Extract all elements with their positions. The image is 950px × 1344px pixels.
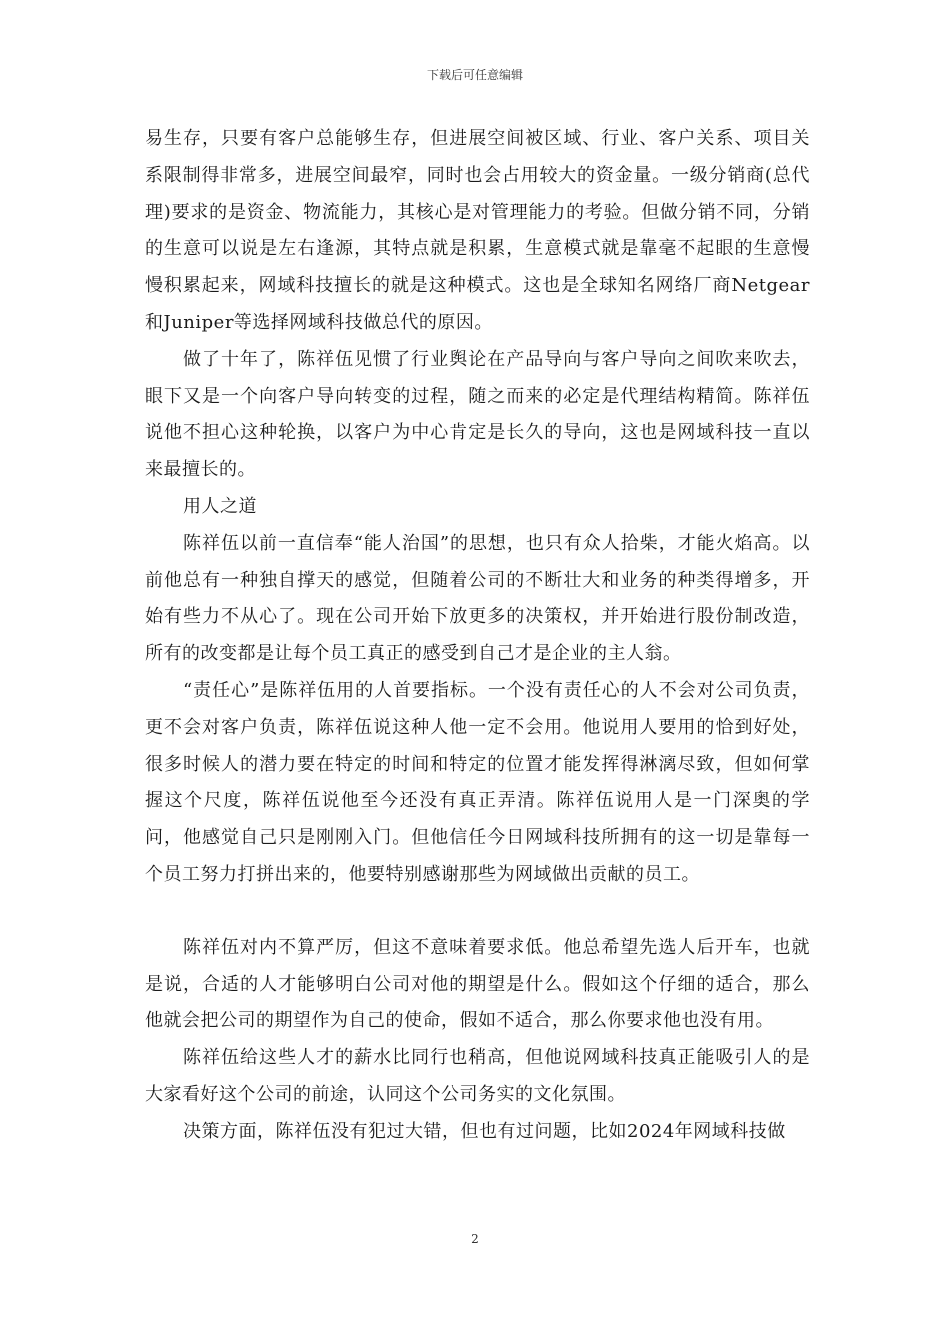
paragraph-4: “责任心”是陈祥伍用的人首要指标。一个没有责任心的人不会对公司负责，更不会对客户负责，陈祥伍说这种人他一定不会用。他说用人要用的恰到好处，很多时候人的潜力要在特定的时间和特定的位置才能发挥得淋漓尽致，但如何掌握这个尺度，陈祥伍说他至今还没有真正弄清。陈祥伍说用人是一门深奥的学问，他感觉自己只是刚刚入门。但他信任今日网域科技所拥有的这一切是靠每一个员工努力打拼出来的，他要特别感谢那些为网域做出贡献的员工。 <box>145 679 810 885</box>
paragraph-7: 决策方面，陈祥伍没有犯过大错，但也有过问题，比如2024年网域科技做 <box>183 1120 786 1142</box>
paragraph-2: 做了十年了，陈祥伍见惯了行业舆论在产品导向与客户导向之间吹来吹去，眼下又是一个向客户导向转变的过程，随之而来的必定是代理结构精简。陈祥伍说他不担心这种轮换，以客户为中心肯定是长久的导向，这也是网域科技一直以来最擅长的。 <box>145 348 810 481</box>
paragraph-1: 易生存，只要有客户总能够生存，但进展空间被区域、行业、客户关系、项目关系限制得非常多，进展空间最窄，同时也会占用较大的资金量。一级分销商(总代理)要求的是资金、物流能力，其核心是对管理能力的考验。但做分销不同，分销的生意可以说是左右逢源，其特点就是积累，生意模式就是靠毫不起眼的生意慢慢积累起来，网域科技擅长的就是这种模式。这也是全球知名网络厂商Netgear和Juniper等选择网域科技做总代的原因。 <box>145 128 810 333</box>
page-number: 2 <box>471 1232 479 1246</box>
paragraph-3: 陈祥伍以前一直信奉“能人治国”的思想，也只有众人拾柴，才能火焰高。以前他总有一种独自撑天的感觉，但随着公司的不断壮大和业务的种类得增多，开始有些力不从心了。现在公司开始下放更多的决策权，并开始进行股份制改造，所有的改变都是让每个员工真正的感受到自己才是企业的主人翁。 <box>145 532 810 665</box>
page-header: 下载后可任意编辑 <box>426 68 523 82</box>
document-body <box>145 121 810 1151</box>
section-heading: 用人之道 <box>183 495 257 517</box>
paragraph-6: 陈祥伍给这些人才的薪水比同行也稍高，但他说网域科技真正能吸引人的是大家看好这个公司的前途，认同这个公司务实的文化氛围。 <box>145 1047 810 1105</box>
paragraph-5: 陈祥伍对内不算严厉，但这不意味着要求低。他总希望先选人后开车，也就是说，合适的人才能够明白公司对他的期望是什么。假如这个仔细的适合，那么他就会把公司的期望作为自己的使命，假如不适合，那么你要求他也没有用。 <box>145 936 810 1032</box>
